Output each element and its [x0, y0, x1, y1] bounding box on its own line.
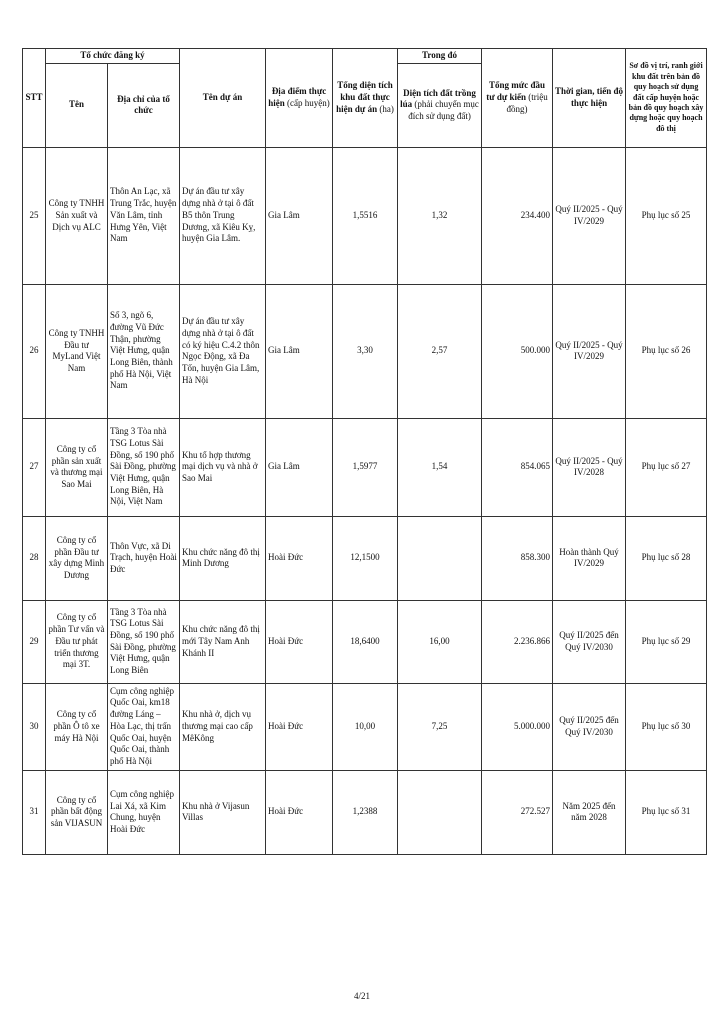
- cell-org-address: Thôn Vực, xã Di Trạch, huyện Hoài Đức: [108, 516, 180, 600]
- header-org-group: Tổ chức đăng ký: [46, 49, 180, 64]
- cell-map-ref: Phụ lục số 29: [626, 600, 707, 683]
- table-row: [23, 147, 707, 284]
- cell-project-name: Khu chức năng đô thị Minh Dương: [180, 516, 266, 600]
- cell-total-area: 3,30: [333, 284, 398, 418]
- cell-stt: 29: [23, 600, 46, 683]
- header-total-area: [333, 49, 398, 148]
- cell-org-address: Số 3, ngõ 6, đường Vũ Đức Thận, phường Việt Hưng, quận Long Biên, thành phố Hà Nội, Việt Nam: [108, 284, 180, 418]
- cell-map-ref: Phụ lục số 28: [626, 516, 707, 600]
- cell-investment: 858.300: [482, 516, 553, 600]
- cell-timeline: Quý II/2025 - Quý IV/2029: [553, 284, 626, 418]
- cell-location: Hoài Đức: [266, 600, 333, 683]
- cell-project-name: Khu tổ hợp thương mại dịch vụ và nhà ở Sao Mai: [180, 418, 266, 516]
- cell-stt: 26: [23, 284, 46, 418]
- header-rice-area: [398, 63, 482, 147]
- cell-location: Hoài Đức: [266, 516, 333, 600]
- page-number: 4/21: [353, 991, 370, 1001]
- table-row: [23, 600, 707, 683]
- cell-rice-area: 16,00: [398, 600, 482, 683]
- cell-org-name: Công ty cổ phần Đầu tư xây dựng Minh Dương: [46, 516, 108, 600]
- cell-investment: 5.000.000: [482, 683, 553, 770]
- header-org-name: Tên: [46, 63, 108, 147]
- cell-total-area: 1,2388: [333, 770, 398, 854]
- cell-investment: 234.400: [482, 147, 553, 284]
- cell-timeline: Hoàn thành Quý IV/2029: [553, 516, 626, 600]
- cell-map-ref: Phụ lục số 31: [626, 770, 707, 854]
- cell-rice-area: 1,32: [398, 147, 482, 284]
- header-location-bold: Địa điểm thực hiện: [268, 86, 327, 108]
- cell-total-area: 18,6400: [333, 600, 398, 683]
- cell-project-name: Dự án đầu tư xây dựng nhà ở tại ô đất B5 thôn Trung Dương, xã Kiêu Kỵ, huyện Gia Lâm.: [180, 147, 266, 284]
- cell-investment: 500.000: [482, 284, 553, 418]
- cell-timeline: Quý II/2025 đến Quý IV/2030: [553, 683, 626, 770]
- cell-project-name: Khu nhà ở Vijasun Villas: [180, 770, 266, 854]
- header-org-address: Địa chỉ của tổ chức: [108, 63, 180, 147]
- cell-timeline: Năm 2025 đến năm 2028: [553, 770, 626, 854]
- cell-org-address: Tầng 3 Tòa nhà TSG Lotus Sài Đồng, số 190 phố Sài Đồng, phường Việt Hưng, quận Long Biên: [108, 600, 180, 683]
- cell-stt: 31: [23, 770, 46, 854]
- cell-stt: 30: [23, 683, 46, 770]
- cell-total-area: 10,00: [333, 683, 398, 770]
- project-table: [22, 48, 707, 855]
- header-map: Sơ đồ vị trí, ranh giới khu đất trên bản đồ quy hoạch sử dụng đất cấp huyện hoặc bản đồ quy hoạch xây dựng hoặc quy hoạch đô thị: [626, 49, 707, 148]
- cell-timeline: Quý II/2025 - Quý IV/2028: [553, 418, 626, 516]
- cell-location: Hoài Đức: [266, 770, 333, 854]
- cell-project-name: Khu nhà ở, dịch vụ thương mại cao cấp MêKông: [180, 683, 266, 770]
- cell-timeline: Quý II/2025 - Quý IV/2029: [553, 147, 626, 284]
- table-row: [23, 418, 707, 516]
- header-total-area-normal: (ha): [379, 103, 394, 114]
- header-location-normal: (cấp huyện): [287, 97, 330, 108]
- header-in-which: Trong đó: [398, 49, 482, 64]
- cell-total-area: 1,5516: [333, 147, 398, 284]
- cell-org-name: Công ty cổ phần sản xuất và thương mại Sao Mai: [46, 418, 108, 516]
- cell-stt: 27: [23, 418, 46, 516]
- header-investment-bold: Tổng mức đầu tư dự kiến: [486, 80, 545, 102]
- table-row: [23, 683, 707, 770]
- cell-org-address: Tầng 3 Tòa nhà TSG Lotus Sài Đồng, số 190 phố Sài Đồng, phường Việt Hưng, quận Long Biên, Hà Nội, Việt Nam: [108, 418, 180, 516]
- cell-total-area: 12,1500: [333, 516, 398, 600]
- cell-location: Gia Lâm: [266, 284, 333, 418]
- header-rice-area-normal: (phải chuyển mục đích sử dụng đất): [408, 99, 479, 122]
- cell-rice-area: 7,25: [398, 683, 482, 770]
- cell-map-ref: Phụ lục số 30: [626, 683, 707, 770]
- cell-investment: 272.527: [482, 770, 553, 854]
- cell-stt: 28: [23, 516, 46, 600]
- cell-location: Gia Lâm: [266, 418, 333, 516]
- header-stt: STT: [23, 49, 46, 148]
- cell-rice-area: 2,57: [398, 284, 482, 418]
- cell-org-name: Công ty TNHH Sản xuất và Dịch vụ ALC: [46, 147, 108, 284]
- table-row: [23, 770, 707, 854]
- table-row: [23, 284, 707, 418]
- cell-map-ref: Phụ lục số 27: [626, 418, 707, 516]
- header-investment-normal: (triệu đồng): [506, 92, 548, 114]
- cell-location: Hoài Đức: [266, 683, 333, 770]
- header-project-name: Tên dự án: [180, 49, 266, 148]
- cell-project-name: Dự án đầu tư xây dựng nhà ở tại ô đất có ký hiệu C.4.2 thôn Ngọc Động, xã Đa Tốn, huyện Gia Lâm, Hà Nội: [180, 284, 266, 418]
- header-total-area-bold: Tổng diện tích khu đất thực hiện dự án: [336, 80, 393, 114]
- cell-rice-area: 1,54: [398, 418, 482, 516]
- header-rice-area-bold: Diện tích đất trồng lúa: [400, 87, 476, 110]
- cell-org-address: Cụm công nghiệp Lai Xá, xã Kim Chung, huyện Hoài Đức: [108, 770, 180, 854]
- cell-org-address: Thôn An Lạc, xã Trung Trắc, huyện Văn Lâm, tỉnh Hưng Yên, Việt Nam: [108, 147, 180, 284]
- cell-org-name: Công ty TNHH Đầu tư MyLand Việt Nam: [46, 284, 108, 418]
- cell-map-ref: Phụ lục số 25: [626, 147, 707, 284]
- cell-rice-area: [398, 516, 482, 600]
- cell-org-name: Công ty cổ phần Tư vấn và Đầu tư phát triển thương mại 3T.: [46, 600, 108, 683]
- cell-location: Gia Lâm: [266, 147, 333, 284]
- cell-timeline: Quý II/2025 đến Quý IV/2030: [553, 600, 626, 683]
- cell-rice-area: [398, 770, 482, 854]
- table-row: [23, 516, 707, 600]
- cell-investment: 854.065: [482, 418, 553, 516]
- cell-org-name: Công ty cổ phần bất động sản VIJASUN: [46, 770, 108, 854]
- cell-project-name: Khu chức năng đô thị mới Tây Nam Anh Khánh II: [180, 600, 266, 683]
- header-investment: [482, 49, 553, 148]
- cell-investment: 2.236.866: [482, 600, 553, 683]
- header-location: [266, 49, 333, 148]
- cell-org-address: Cụm công nghiệp Quốc Oai, km18 đường Láng – Hòa Lạc, thị trấn Quốc Oai, huyện Quốc Oai, thành phố Hà Nội: [108, 683, 180, 770]
- cell-map-ref: Phụ lục số 26: [626, 284, 707, 418]
- cell-org-name: Công ty cổ phần Ô tô xe máy Hà Nội: [46, 683, 108, 770]
- cell-stt: 25: [23, 147, 46, 284]
- cell-total-area: 1,5977: [333, 418, 398, 516]
- header-timeline: Thời gian, tiến độ thực hiện: [553, 49, 626, 148]
